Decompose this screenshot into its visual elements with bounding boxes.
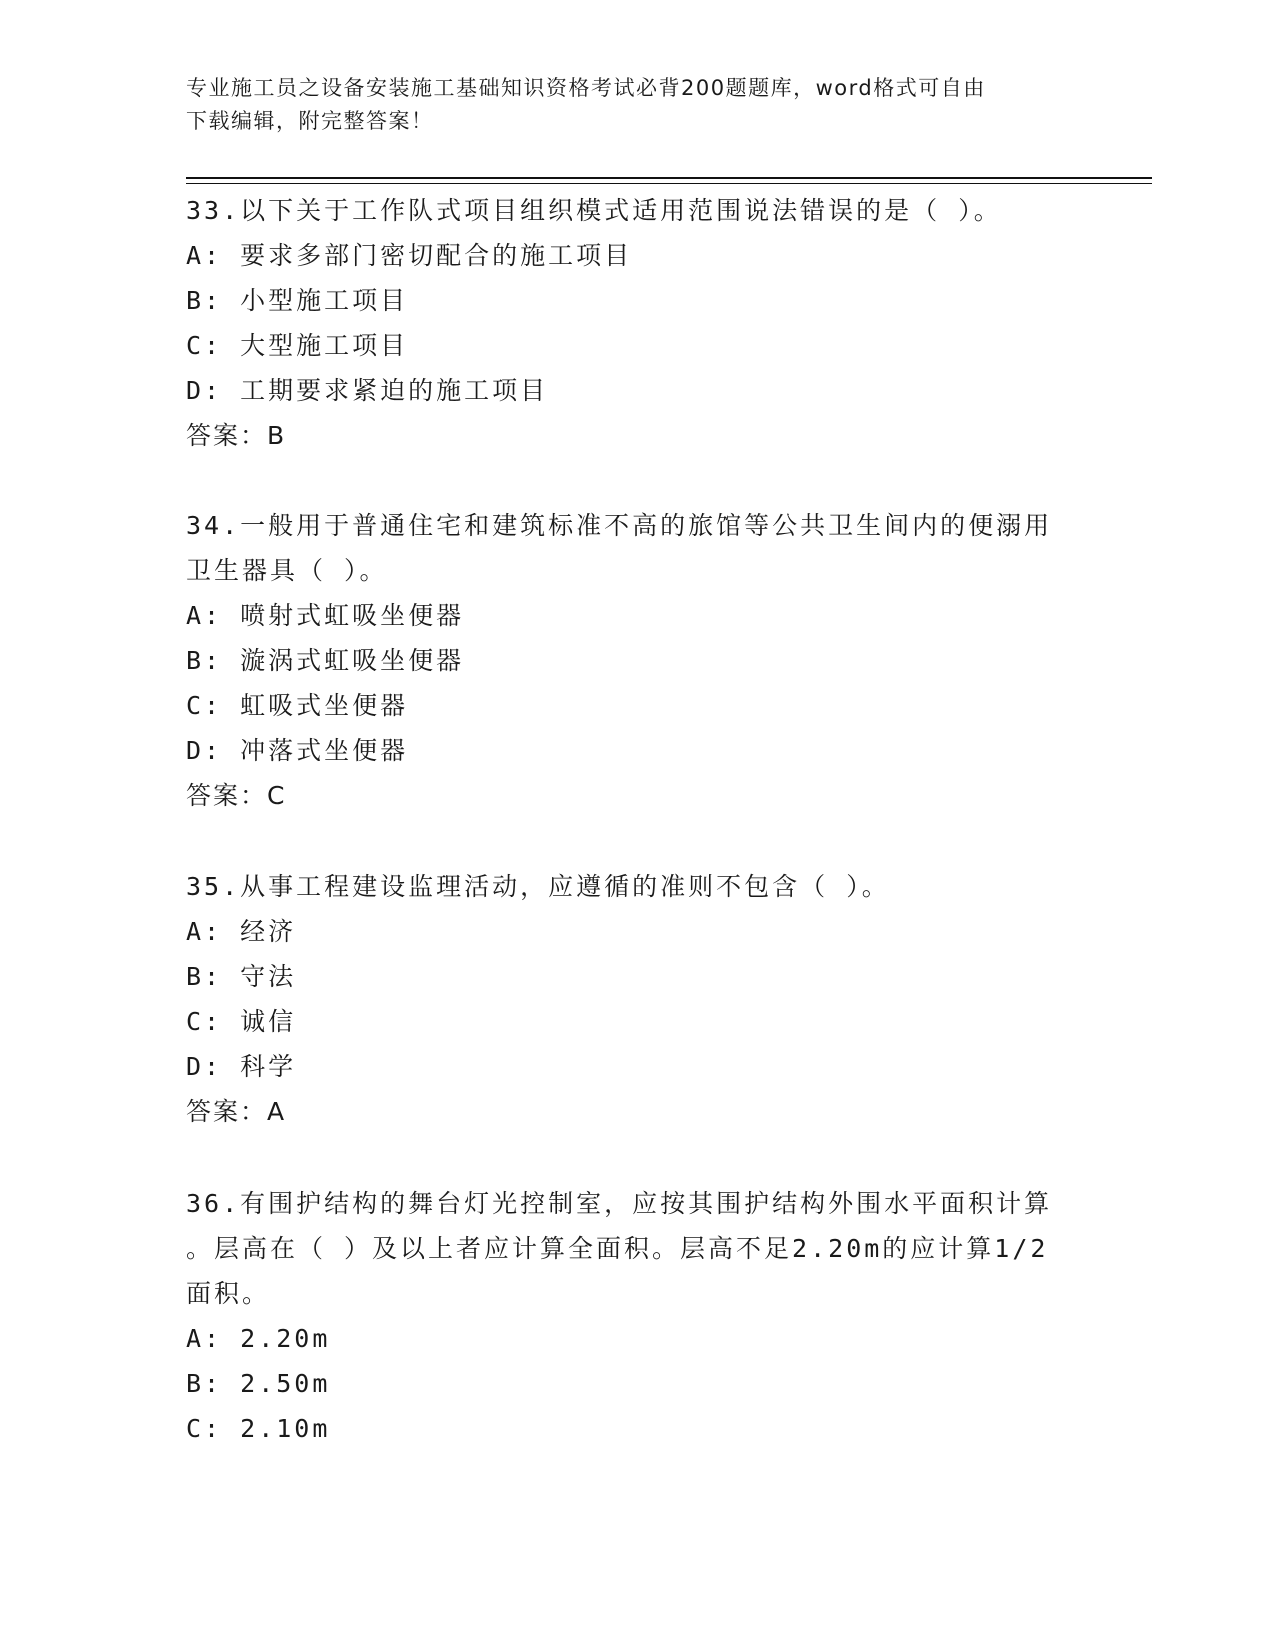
option-b: B: 2.50m — [186, 1369, 331, 1398]
option-c: C: 大型施工项目 — [186, 331, 409, 360]
option-b: B: 漩涡式虹吸坐便器 — [186, 646, 465, 675]
option-c: C: 2.10m — [186, 1414, 331, 1443]
question-35 — [186, 864, 1066, 1134]
option-b: B: 小型施工项目 — [186, 286, 409, 315]
question-stem: 35.从事工程建设监理活动，应遵循的准则不包含（ ）。 — [186, 872, 890, 901]
question-stem-line-1: 36.有围护结构的舞台灯光控制室，应按其围护结构外围水平面积计算 — [186, 1189, 1053, 1218]
option-d: D: 科学 — [186, 1052, 297, 1081]
document-header — [186, 72, 1066, 138]
question-stem-line-3: 面积。 — [186, 1279, 271, 1308]
option-b: B: 守法 — [186, 962, 297, 991]
question-34 — [186, 503, 1066, 818]
header-line-1: 专业施工员之设备安装施工基础知识资格考试必背200题题库，word格式可自由 — [186, 76, 986, 100]
header-divider-thick — [186, 177, 1152, 179]
option-a: A: 经济 — [186, 917, 297, 946]
answer-line: 答案：C — [186, 781, 287, 810]
option-c: C: 诚信 — [186, 1007, 297, 1036]
option-d: D: 工期要求紧迫的施工项目 — [186, 376, 549, 405]
header-divider-thin — [186, 183, 1152, 184]
question-stem-line-1: 34.一般用于普通住宅和建筑标准不高的旅馆等公共卫生间内的便溺用 — [186, 511, 1053, 540]
option-a: A: 喷射式虹吸坐便器 — [186, 601, 465, 630]
answer-line: 答案：B — [186, 421, 287, 450]
question-stem-line-2: 。层高在（ ）及以上者应计算全面积。层高不足2.20m的应计算1/2 — [186, 1234, 1049, 1263]
question-stem: 33.以下关于工作队式项目组织模式适用范围说法错误的是（ ）。 — [186, 196, 1002, 225]
answer-line: 答案：A — [186, 1097, 287, 1126]
question-stem-line-2: 卫生器具（ ）。 — [186, 556, 388, 585]
option-d: D: 冲落式坐便器 — [186, 736, 409, 765]
option-a: A: 2.20m — [186, 1324, 331, 1353]
option-c: C: 虹吸式坐便器 — [186, 691, 409, 720]
question-33 — [186, 188, 1066, 458]
option-a: A: 要求多部门密切配合的施工项目 — [186, 241, 633, 270]
question-36 — [186, 1181, 1066, 1451]
header-line-2: 下载编辑，附完整答案！ — [186, 109, 434, 133]
